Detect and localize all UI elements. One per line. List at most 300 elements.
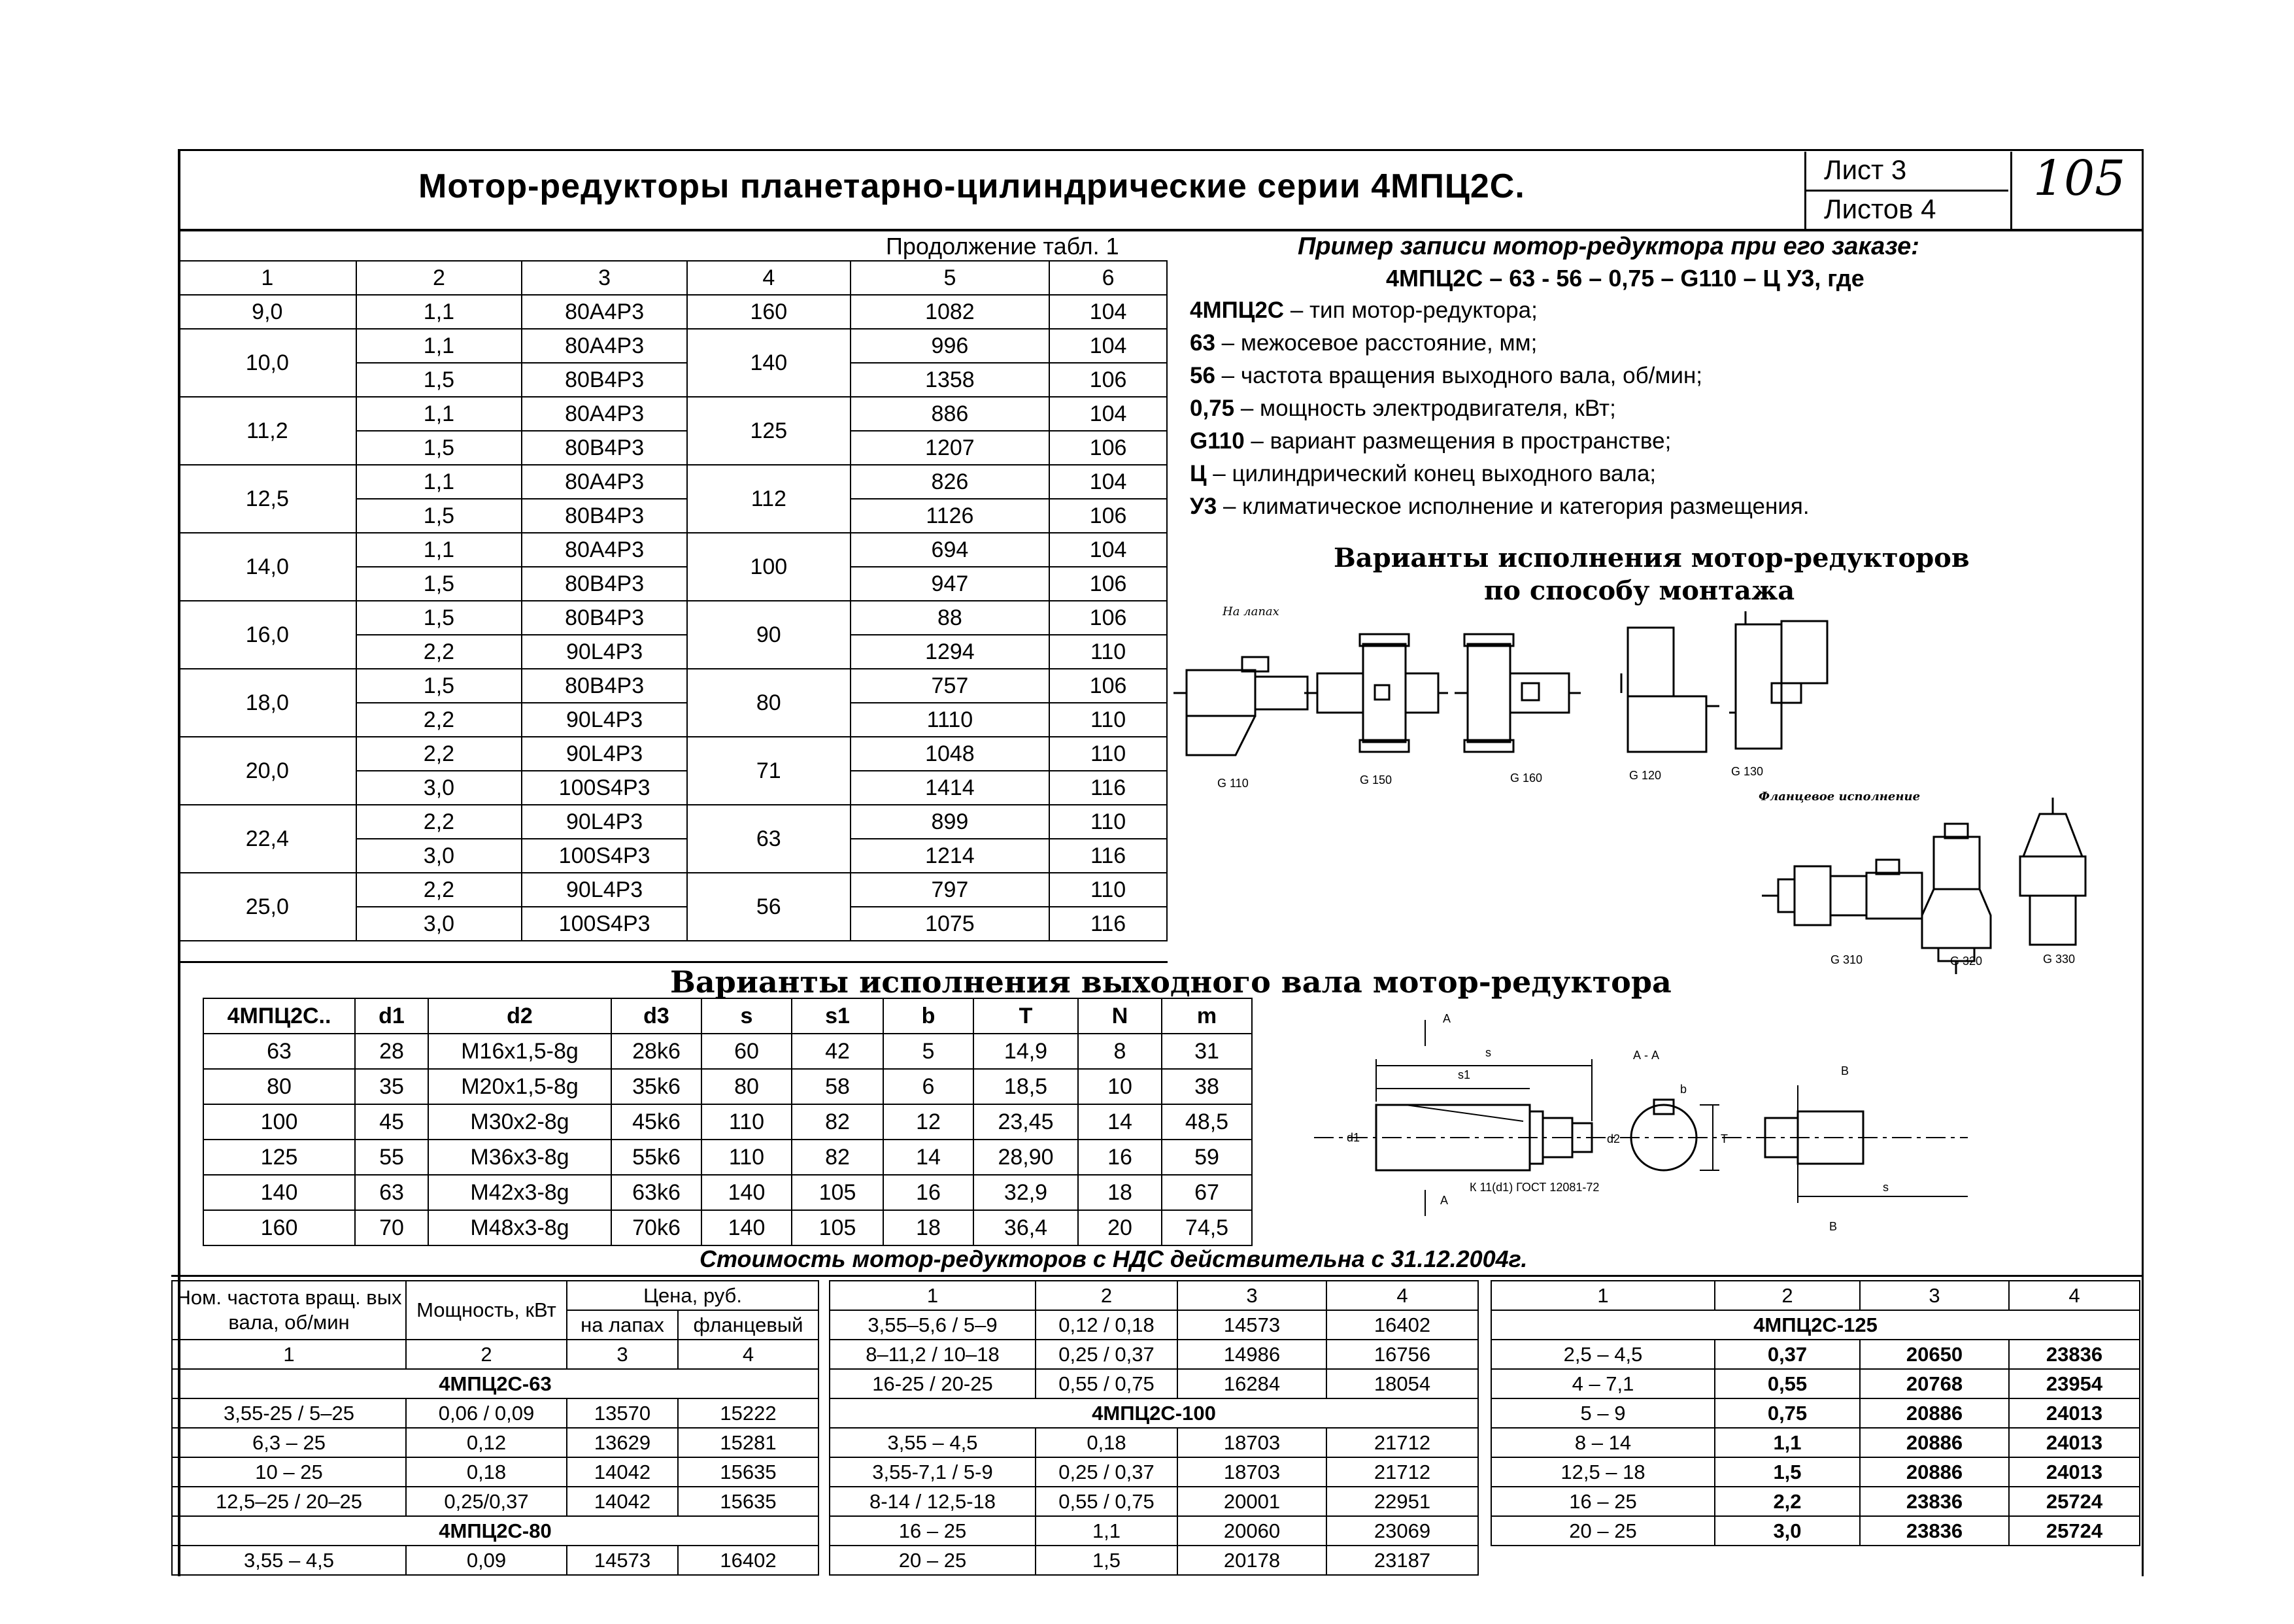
g150-label: G 150: [1360, 773, 1392, 787]
table-cell: М36х3-8g: [428, 1140, 611, 1175]
sheets-label: Листов 4: [1824, 194, 1936, 224]
col-num: 3: [567, 1340, 678, 1369]
column-header: s: [701, 998, 792, 1034]
table-cell: 797: [851, 873, 1050, 907]
dim-b: b: [1680, 1083, 1687, 1096]
table-cell: 35: [355, 1069, 428, 1104]
table-cell: 5 – 9: [1491, 1398, 1715, 1428]
g320-label: G 320: [1950, 955, 1983, 968]
table-cell: 2,2: [356, 703, 522, 737]
table-cell: 106: [1049, 601, 1167, 635]
table-row: [830, 1428, 1478, 1457]
table-cell: 2,2: [1715, 1487, 1860, 1516]
dim-s1: s1: [1458, 1068, 1471, 1081]
table-row: [1491, 1487, 2140, 1516]
g330-drawing: [2020, 798, 2085, 945]
column-header: 5: [851, 261, 1050, 295]
output-speed-cell: 9,0: [178, 295, 356, 329]
table-cell: М20х1,5-8g: [428, 1069, 611, 1104]
table-cell: 2,2: [356, 873, 522, 907]
table-cell: 3,55-25 / 5–25: [172, 1398, 406, 1428]
table-cell: 90L4Р3: [522, 737, 687, 771]
center-distance-cell: 56: [687, 873, 851, 941]
table-cell: 100S4Р3: [522, 839, 687, 873]
table-cell: 1048: [851, 737, 1050, 771]
table-cell: 125: [203, 1140, 355, 1175]
table-cell: 14042: [567, 1457, 678, 1487]
legend-text: – межосевое расстояние, мм;: [1215, 330, 1538, 356]
g110-label: G 110: [1217, 777, 1249, 790]
table-cell: 0,55: [1715, 1369, 1860, 1398]
column-header: 6: [1049, 261, 1167, 295]
table-cell: 106: [1049, 669, 1167, 703]
col-num: 3: [1177, 1281, 1326, 1310]
table-cell: 16 – 25: [830, 1516, 1036, 1546]
table-cell: 90L4Р3: [522, 635, 687, 669]
output-speed-cell: 20,0: [178, 737, 356, 805]
g330-label: G 330: [2043, 953, 2076, 966]
table-cell: 74,5: [1162, 1210, 1252, 1245]
shaft-table: [203, 998, 1253, 1246]
table-cell: 3,55 – 4,5: [830, 1428, 1036, 1457]
column-header: 2: [356, 261, 522, 295]
table-cell: 23954: [2009, 1369, 2140, 1398]
table-cell: 80: [701, 1069, 792, 1104]
table-row: [203, 1104, 1252, 1140]
table-cell: 1214: [851, 839, 1050, 873]
table-cell: 21712: [1326, 1428, 1478, 1457]
table-cell: 20768: [1860, 1369, 2009, 1398]
col-num: 4: [678, 1340, 818, 1369]
col-num: 1: [830, 1281, 1036, 1310]
table-cell: 106: [1049, 431, 1167, 465]
table-cell: 110: [701, 1104, 792, 1140]
table-row: [178, 465, 1167, 499]
legend-line: [1190, 330, 1537, 356]
shaft-heading: Варианты исполнения выходного вала мотор-редуктора: [670, 964, 1672, 1000]
table-cell: 1,5: [356, 567, 522, 601]
dim-d2: d2: [1607, 1132, 1621, 1145]
table-cell: 20 – 25: [830, 1546, 1036, 1575]
table-row: [830, 1340, 1478, 1369]
table-cell: 12,5 – 18: [1491, 1457, 1715, 1487]
legend-line: [1190, 363, 1702, 389]
foot-mount-label: На лапах: [1223, 605, 1279, 618]
table-cell: 80В4Р3: [522, 601, 687, 635]
table-cell: 12,5–25 / 20–25: [172, 1487, 406, 1516]
table-cell: 0,18: [1036, 1428, 1177, 1457]
center-distance-cell: 90: [687, 601, 851, 669]
table-row: [830, 1369, 1478, 1398]
page-title: Мотор-редукторы планетарно-цилиндрические серии 4МПЦ2С.: [418, 167, 1525, 205]
table-cell: 0,18: [406, 1457, 567, 1487]
table-cell: 18703: [1177, 1457, 1326, 1487]
table-cell: 23836: [1860, 1487, 2009, 1516]
table-cell: 82: [792, 1140, 883, 1175]
table-cell: 16-25 / 20-25: [830, 1369, 1036, 1398]
legend-line: [1190, 461, 1656, 487]
section-label: А - А: [1633, 1049, 1660, 1062]
table-row: [178, 601, 1167, 635]
table-row: [178, 873, 1167, 907]
table-cell: 1,5: [1036, 1546, 1177, 1575]
table-cell: 1,1: [1715, 1428, 1860, 1457]
section-arrow-bottom: А: [1440, 1194, 1449, 1207]
col-num: 2: [406, 1340, 567, 1369]
table-cell: 100: [203, 1104, 355, 1140]
table-cell: 55k6: [611, 1140, 701, 1175]
table-cell: 6: [883, 1069, 973, 1104]
table-cell: 67: [1162, 1175, 1252, 1210]
table-cell: 106: [1049, 499, 1167, 533]
legend-code: 56: [1190, 363, 1215, 388]
table-cell: 14: [883, 1140, 973, 1175]
table-cell: 2,5 – 4,5: [1491, 1340, 1715, 1369]
dim-t: T: [1721, 1132, 1728, 1145]
table-cell: 28,90: [973, 1140, 1078, 1175]
cost-heading: Стоимость мотор-редукторов с НДС действительна с 31.12.2004г.: [700, 1245, 1528, 1272]
table-cell: 14: [1078, 1104, 1162, 1140]
flange-mount-label: Фланцевое исполнение: [1759, 790, 1921, 804]
table-cell: 106: [1049, 363, 1167, 397]
table-cell: 14573: [567, 1546, 678, 1575]
table-cell: 6,3 – 25: [172, 1428, 406, 1457]
table-cell: 59: [1162, 1140, 1252, 1175]
table-row: [172, 1487, 818, 1516]
table-cell: 15635: [678, 1487, 818, 1516]
table-cell: 90L4Р3: [522, 805, 687, 839]
table-cell: 1,5: [356, 601, 522, 635]
table-cell: 25724: [2009, 1516, 2140, 1546]
table-cell: 0,12 / 0,18: [1036, 1310, 1177, 1340]
table-cell: 14,9: [973, 1034, 1078, 1069]
tolerance-note: К 11(d1) ГОСТ 12081-72: [1470, 1181, 1600, 1194]
table-cell: 16402: [1326, 1310, 1478, 1340]
table-cell: 1,5: [356, 499, 522, 533]
table-row: [830, 1487, 1478, 1516]
table-cell: 24013: [2009, 1457, 2140, 1487]
legend-line: [1190, 396, 1616, 422]
dim-b-right: В: [1841, 1064, 1849, 1077]
table-cell: 1,1: [356, 533, 522, 567]
model-cell: 4МПЦ2С-100: [830, 1398, 1478, 1428]
table-row: [178, 329, 1167, 363]
title-divider: [178, 229, 2142, 231]
column-header: s1: [792, 998, 883, 1034]
sheet-divider: [1804, 190, 2008, 192]
table-cell: 20886: [1860, 1428, 2009, 1457]
col-speed-header: Ном. частота вращ. вых вала, об/мин: [172, 1281, 406, 1340]
table-cell: 18: [883, 1210, 973, 1245]
col-num: 1: [172, 1340, 406, 1369]
mounting-subheading: по способу монтажа: [1484, 575, 1795, 606]
table-cell: 38: [1162, 1069, 1252, 1104]
table-cell: М48х3-8g: [428, 1210, 611, 1245]
table-cell: 80: [203, 1069, 355, 1104]
model-row: [172, 1369, 818, 1398]
table-cell: 88: [851, 601, 1050, 635]
legend-code: Ц: [1190, 461, 1207, 486]
table-cell: 104: [1049, 397, 1167, 431]
table-row: [172, 1546, 818, 1575]
table-cell: 1,1: [356, 397, 522, 431]
output-speed-cell: 22,4: [178, 805, 356, 873]
legend-line: [1190, 494, 1810, 520]
table-cell: 116: [1049, 839, 1167, 873]
table-row: [178, 669, 1167, 703]
table-cell: М42х3-8g: [428, 1175, 611, 1210]
g130-label: G 130: [1731, 765, 1764, 778]
column-header: d1: [355, 998, 428, 1034]
center-distance-cell: 160: [687, 295, 851, 329]
g160-drawing: [1455, 634, 1581, 752]
table-cell: 1,5: [356, 431, 522, 465]
legend-code: У3: [1190, 494, 1217, 519]
table-caption: Продолжение табл. 1: [886, 233, 1119, 260]
table-cell: 1,1: [1036, 1516, 1177, 1546]
center-distance-cell: 140: [687, 329, 851, 397]
cost-table-b: [829, 1280, 1479, 1576]
g320-drawing: [1922, 824, 1991, 974]
table-cell: 20060: [1177, 1516, 1326, 1546]
column-header: T: [973, 998, 1078, 1034]
table-cell: 0,25 / 0,37: [1036, 1340, 1177, 1369]
table-cell: 36,4: [973, 1210, 1078, 1245]
table-cell: 105: [792, 1175, 883, 1210]
table-row: [1491, 1369, 2140, 1398]
legend-text: – тип мотор-редуктора;: [1284, 297, 1538, 323]
order-title: Пример записи мотор-редуктора при его заказе:: [1298, 233, 1919, 260]
output-speed-cell: 11,2: [178, 397, 356, 465]
table-cell: 80А4Р3: [522, 295, 687, 329]
table-cell: 14573: [1177, 1310, 1326, 1340]
header-row: [203, 998, 1252, 1034]
table-row: [1491, 1516, 2140, 1546]
table-cell: 32,9: [973, 1175, 1078, 1210]
table-cell: 8-14 / 12,5-18: [830, 1487, 1036, 1516]
table-cell: 1,5: [1715, 1457, 1860, 1487]
table-row: [178, 533, 1167, 567]
legend-text: – цилиндрический конец выходного вала;: [1206, 461, 1657, 486]
table-cell: 16402: [678, 1546, 818, 1575]
dim-b-right-bottom: В: [1829, 1220, 1838, 1233]
center-distance-cell: 125: [687, 397, 851, 465]
sheet-label: Лист 3: [1824, 154, 1907, 185]
table-row: [830, 1516, 1478, 1546]
legend-text: – частота вращения выходного вала, об/мин;: [1215, 363, 1703, 388]
mounting-drawings: [1170, 608, 2125, 974]
col-num: 1: [1491, 1281, 1715, 1310]
table-cell: 16284: [1177, 1369, 1326, 1398]
center-distance-cell: 80: [687, 669, 851, 737]
table-cell: 140: [203, 1175, 355, 1210]
output-speed-cell: 18,0: [178, 669, 356, 737]
table-cell: 104: [1049, 329, 1167, 363]
g160-label: G 160: [1510, 771, 1543, 785]
table-row: [1491, 1340, 2140, 1369]
output-speed-cell: 12,5: [178, 465, 356, 533]
table-cell: 80В4Р3: [522, 669, 687, 703]
legend-code: 4МПЦ2С: [1190, 297, 1285, 323]
table-cell: 8 – 14: [1491, 1428, 1715, 1457]
table-cell: 31: [1162, 1034, 1252, 1069]
legend-line: [1190, 428, 1671, 454]
table-cell: 899: [851, 805, 1050, 839]
table-cell: 105: [792, 1210, 883, 1245]
table-cell: 20001: [1177, 1487, 1326, 1516]
legend-line: [1190, 297, 1538, 324]
column-header: 4МПЦ2С..: [203, 998, 355, 1034]
table-cell: 1,1: [356, 295, 522, 329]
table-cell: 0,25/0,37: [406, 1487, 567, 1516]
table-cell: 70k6: [611, 1210, 701, 1245]
table-cell: 22951: [1326, 1487, 1478, 1516]
table-cell: 16756: [1326, 1340, 1478, 1369]
table-cell: 1294: [851, 635, 1050, 669]
page-number: 105: [2033, 150, 2126, 207]
table-cell: 2,2: [356, 805, 522, 839]
legend-text: – мощность электродвигателя, кВт;: [1234, 396, 1616, 421]
table-cell: 3,0: [356, 839, 522, 873]
table-cell: 45: [355, 1104, 428, 1140]
table-cell: 8–11,2 / 10–18: [830, 1340, 1036, 1369]
col-price-header: Цена, руб.: [567, 1281, 818, 1310]
table-cell: 0,12: [406, 1428, 567, 1457]
table-cell: 80В4Р3: [522, 499, 687, 533]
col-flange-header: фланцевый: [678, 1310, 818, 1340]
table-cell: 16: [883, 1175, 973, 1210]
table-cell: 20 – 25: [1491, 1516, 1715, 1546]
table-cell: 106: [1049, 567, 1167, 601]
col-num: 2: [1036, 1281, 1177, 1310]
header-row: [178, 261, 1167, 295]
g110-drawing: [1173, 657, 1307, 755]
table-cell: 3,55 – 4,5: [172, 1546, 406, 1575]
col-num: 4: [2009, 1281, 2140, 1310]
legend-code: 0,75: [1190, 396, 1235, 421]
table-cell: 48,5: [1162, 1104, 1252, 1140]
column-header: m: [1162, 998, 1252, 1034]
table-row: [1491, 1398, 2140, 1428]
g120-drawing: [1621, 628, 1719, 752]
dim-s: s: [1485, 1046, 1491, 1059]
table-cell: 80А4Р3: [522, 533, 687, 567]
section-divider: [178, 961, 1168, 963]
table-cell: 13570: [567, 1398, 678, 1428]
table-cell: 1,5: [356, 669, 522, 703]
g310-drawing: [1762, 860, 1922, 925]
col-num: 2: [1715, 1281, 1860, 1310]
table-cell: 24013: [2009, 1428, 2140, 1457]
table-cell: 110: [701, 1140, 792, 1175]
shaft-drawing: [1314, 1007, 2125, 1242]
table-row: [172, 1457, 818, 1487]
cost-table-c: [1491, 1280, 2140, 1546]
dim-s-right: s: [1883, 1181, 1889, 1194]
table-row: [203, 1175, 1252, 1210]
table-row: [178, 295, 1167, 329]
model-cell: 4МПЦ2С-63: [172, 1369, 818, 1398]
table-cell: 80А4Р3: [522, 397, 687, 431]
table-row: [172, 1428, 818, 1457]
table-cell: 110: [1049, 635, 1167, 669]
section-arrow-top: А: [1443, 1012, 1451, 1025]
table-cell: 110: [1049, 703, 1167, 737]
output-speed-cell: 16,0: [178, 601, 356, 669]
table-cell: 100S4Р3: [522, 907, 687, 941]
col-num: 4: [1326, 1281, 1478, 1310]
table-cell: 0,55 / 0,75: [1036, 1369, 1177, 1398]
table-cell: 13629: [567, 1428, 678, 1457]
cost-divider: [171, 1275, 2142, 1277]
table-cell: 18: [1078, 1175, 1162, 1210]
table-cell: 90L4Р3: [522, 703, 687, 737]
table-cell: 80А4Р3: [522, 329, 687, 363]
table-row: [830, 1310, 1478, 1340]
table-cell: 18,5: [973, 1069, 1078, 1104]
table-cell: 1075: [851, 907, 1050, 941]
table-cell: 82: [792, 1104, 883, 1140]
center-distance-cell: 71: [687, 737, 851, 805]
table-cell: 10 – 25: [172, 1457, 406, 1487]
table-cell: 1358: [851, 363, 1050, 397]
table-row: [203, 1069, 1252, 1104]
table-cell: 18703: [1177, 1428, 1326, 1457]
table-cell: 15635: [678, 1457, 818, 1487]
model-cell: 4МПЦ2С-125: [1491, 1310, 2140, 1340]
table-cell: 140: [701, 1210, 792, 1245]
col-power-header: Мощность, кВт: [406, 1281, 567, 1340]
table-cell: 45k6: [611, 1104, 701, 1140]
table-cell: 1207: [851, 431, 1050, 465]
table-cell: М30х2-8g: [428, 1104, 611, 1140]
table-cell: 8: [1078, 1034, 1162, 1069]
table-row: [203, 1034, 1252, 1069]
table-cell: 80В4Р3: [522, 431, 687, 465]
table-cell: 15281: [678, 1428, 818, 1457]
column-header: b: [883, 998, 973, 1034]
table-cell: 35k6: [611, 1069, 701, 1104]
mounting-heading: Варианты исполнения мотор-редукторов: [1334, 543, 1970, 573]
table-cell: 42: [792, 1034, 883, 1069]
table-cell: 10: [1078, 1069, 1162, 1104]
table-cell: 110: [1049, 873, 1167, 907]
g310-label: G 310: [1830, 953, 1863, 966]
table-cell: 1082: [851, 295, 1050, 329]
table-cell: 757: [851, 669, 1050, 703]
table-row: [203, 1140, 1252, 1175]
table-cell: 116: [1049, 907, 1167, 941]
col-num: 3: [1860, 1281, 2009, 1310]
table-cell: 58: [792, 1069, 883, 1104]
table-cell: 23187: [1326, 1546, 1478, 1575]
model-row: [830, 1398, 1478, 1428]
model-row: [1491, 1310, 2140, 1340]
table-cell: 3,55–5,6 / 5–9: [830, 1310, 1036, 1340]
table-row: [830, 1457, 1478, 1487]
center-distance-cell: 63: [687, 805, 851, 873]
order-example: 4МПЦ2С – 63 - 56 – 0,75 – G110 – Ц У3, где: [1386, 265, 1864, 292]
table-cell: 3,0: [356, 771, 522, 805]
table-cell: 1,1: [356, 329, 522, 363]
legend-code: G110: [1190, 428, 1245, 454]
table-cell: 160: [203, 1210, 355, 1245]
table-cell: 140: [701, 1175, 792, 1210]
table-cell: 0,09: [406, 1546, 567, 1575]
table-cell: 1110: [851, 703, 1050, 737]
model-row: [172, 1516, 818, 1546]
center-distance-cell: 100: [687, 533, 851, 601]
